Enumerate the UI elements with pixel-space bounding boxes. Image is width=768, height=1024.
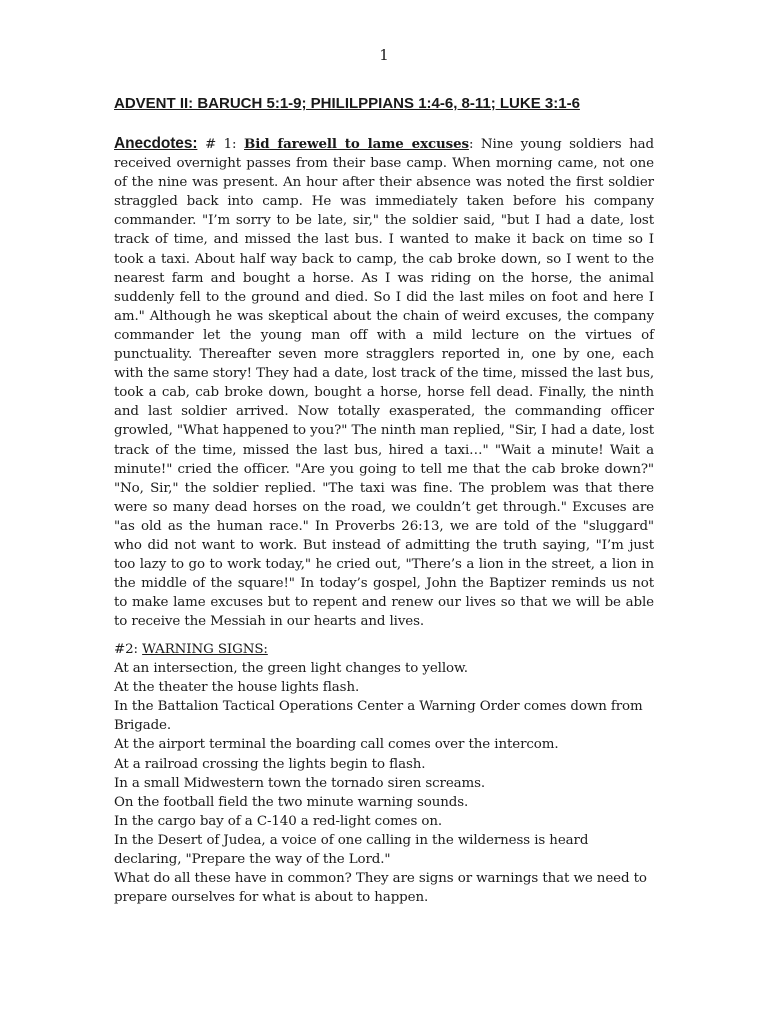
- anecdote-1-number: # 1: [204, 137, 233, 152]
- page-number: 1: [379, 46, 389, 64]
- anecdotes-label: Anecdotes:: [114, 135, 198, 152]
- anecdote-2-paragraph: [114, 640, 654, 907]
- warning-sign-line: In the Battalion Tactical Operations Center a Warning Order comes down from Brigade.: [114, 699, 643, 734]
- warning-sign-line: On the football field the two minute warning sounds.: [114, 794, 469, 810]
- anecdote-2-title: WARNING SIGNS:: [142, 642, 268, 657]
- warning-sign-line: At a railroad crossing the lights begin to flash.: [114, 756, 426, 772]
- anecdote-2-header-line: #2: WARNING SIGNS:: [114, 642, 268, 657]
- anecdote-2-number: #2: [114, 642, 134, 657]
- document-heading: ADVENT II: BARUCH 5:1-9; PHILILPPIANS 1:4-6, 8-11; LUKE 3:1-6: [114, 95, 580, 112]
- warning-sign-line: In the cargo bay of a C-140 a red-light comes on.: [114, 813, 443, 829]
- warning-sign-line: At the theater the house lights flash.: [114, 680, 360, 696]
- anecdote-1-title: Bid farewell to lame excuses: [244, 136, 469, 152]
- anecdote-1-text: Nine young soldiers had received overnight passes from their base camp. When morning came, not one of the nine was present. An hour after their absence was noted the first soldier straggled back into camp. He was immediately taken before his company commander. "I’m sorry to be late, sir," the soldier said, "but I had a date, lost track of time, and missed the last bus. I wanted to make it back on time so I took a taxi. About half way back to camp, the cab broke down, so I went to the nearest farm and bought a horse. As I was riding on the horse, the animal suddenly fell to the ground and died. So I did the last miles on foot and here I am." Although he was skeptical about the chain of weird excuses, the company commander let the young man off with a mild lecture on the virtues of punctuality. Thereafter seven more stragglers reported in, one by one, each with the same story! They had a date, lost track of the time, missed the last bus, took a cab, cab broke down, bought a horse, horse fell dead. Finally, the ninth and last soldier arrived. Now totally exasperated, the commanding officer growled, "What happened to you?" The ninth man replied, "Sir, I had a date, lost track of the time, missed the last bus, hired a taxi…" "Wait a minute! Wait a minute!" cried the officer. "Are you going to tell me that the cab broke down?" "No, Sir," the soldier replied. "The taxi was fine. The problem was that there were so many dead horses on the road, we couldn’t get through." Excuses are "as old as the human race." In Proverbs 26:13, we are told of the "sluggard" who did not want to work. But instead of admitting the truth saying, "I’m just too lazy to go to work today," he cried out, "There’s a lion in the street, a lion in the middle of the square!" In today’s gospel, John the Baptizer reminds us not to make lame excuses but to repent and renew our lives so that we will be able to receive the Messiah in our hearts and lives.: [114, 137, 654, 630]
- anecdote-1-paragraph: Anecdotes: # 1: Bid farewell to lame excuses: Nine young soldiers had received overnight passes from their base camp. When morning came, not one of the nine was present. An hour after their absence was noted the first soldier straggled back into camp. He was immediately taken before his company commander. "I’m sorry to be late, sir," the soldier said, "but I had a date, lost track of time, and missed the last bus. I wanted to make it back on time so I took a taxi. About half way back to camp, the cab broke down, so I went to the nearest farm and bought a horse. As I was riding on the horse, the animal suddenly fell to the ground and died. So I did the last miles on foot and here I am." Although he was skeptical about the chain of weird excuses, the company commander let the young man off with a mild lecture on the virtues of punctuality. Thereafter seven more stragglers reported in, one by one, each with the same story! They had a date, lost track of the time, missed the last bus, took a cab, cab broke down, bought a horse, horse fell dead. Finally, the ninth and last soldier arrived. Now totally exasperated, the commanding officer growled, "What happened to you?" The ninth man replied, "Sir, I had a date, lost track of the time, missed the last bus, hired a taxi…" "Wait a minute! Wait a minute!" cried the officer. "Are you going to tell me that the cab broke down?" "No, Sir," the soldier replied. "The taxi was fine. The problem was that there were so many dead horses on the road, we couldn’t get through." Excuses are "as old as the human race." In Proverbs 26:13, we are told of the "sluggard" who did not want to work. But instead of admitting the truth saying, "I’m just too lazy to go to work today," he cried out, "There’s a lion in the street, a lion in the middle of the square!" In today’s gospel, John the Baptizer reminds us not to make lame excuses but to repent and renew our lives so that we will be able to receive the Messiah in our hearts and lives.: [114, 135, 654, 630]
- warning-sign-line: At the airport terminal the boarding call comes over the intercom.: [114, 737, 559, 753]
- anecdote-2-conclusion: What do all these have in common? They are signs or warnings that we need to prepare ourselves for what is about to happen.: [114, 871, 647, 906]
- warning-sign-line: At an intersection, the green light changes to yellow.: [114, 661, 468, 677]
- warning-sign-line: In the Desert of Judea, a voice of one calling in the wilderness is heard declaring, "Prepare the way of the Lord.": [114, 832, 589, 868]
- warning-sign-line: In a small Midwestern town the tornado siren screams.: [114, 775, 486, 791]
